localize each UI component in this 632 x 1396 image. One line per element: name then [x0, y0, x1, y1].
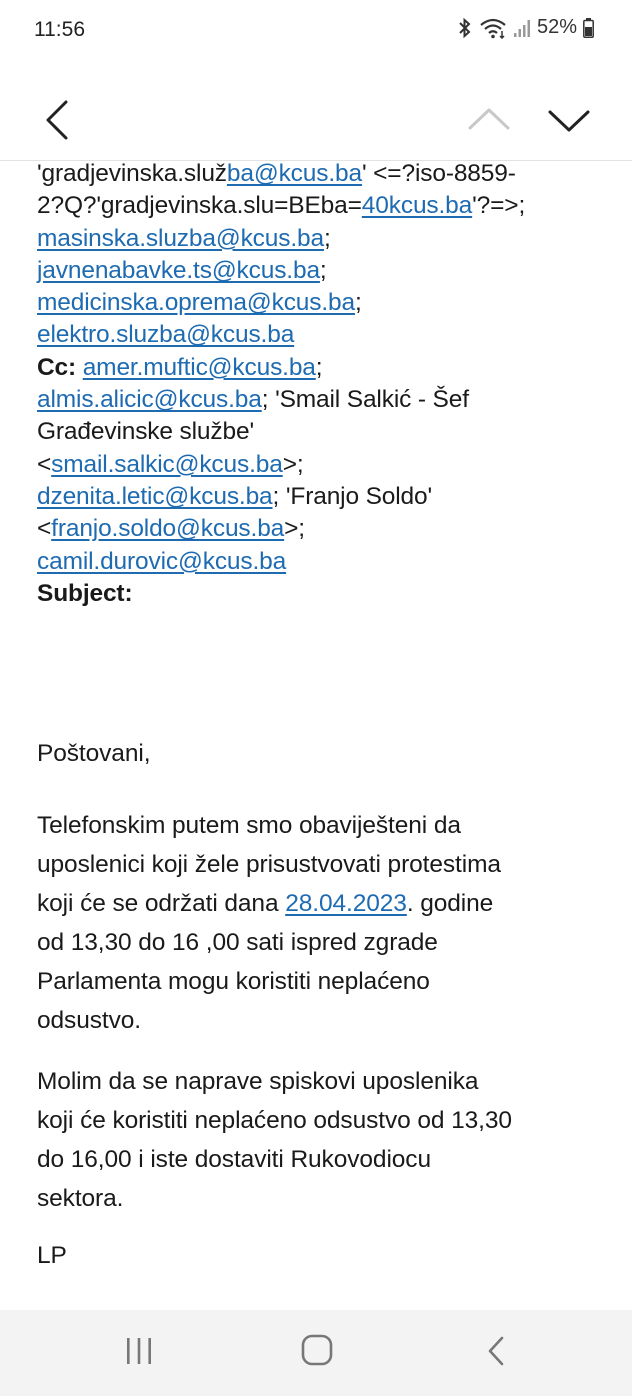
- cc-line: [37, 481, 607, 513]
- greeting: Poštovani,: [37, 740, 151, 767]
- email-link[interactable]: almis.alicic@kcus.ba: [37, 386, 262, 414]
- separator: ;: [323, 224, 331, 252]
- bluetooth-icon: [457, 17, 473, 39]
- email-content: [0, 158, 632, 1278]
- separator: <: [37, 515, 52, 543]
- email-link[interactable]: amer.muftic@kcus.ba: [82, 353, 316, 381]
- home-icon[interactable]: [299, 1332, 335, 1373]
- battery-percent: 52%: [536, 16, 577, 38]
- status-bar: [0, 0, 632, 62]
- subject-line: [37, 578, 607, 610]
- body-line: odsustvo.: [37, 1007, 141, 1034]
- body-text: . godine: [406, 890, 494, 917]
- cc-name: ; 'Franjo Soldo': [272, 482, 433, 510]
- cc-line: [37, 416, 607, 448]
- paragraph-1: [37, 806, 607, 1040]
- email-link[interactable]: ba@kcus.ba: [226, 160, 362, 187]
- to-text: '?=>;: [472, 192, 526, 220]
- cc-line: [37, 513, 607, 545]
- email-link[interactable]: 40kcus.ba: [361, 192, 473, 220]
- email-link[interactable]: franjo.soldo@kcus.ba: [51, 515, 285, 543]
- email-link[interactable]: camil.durovic@kcus.ba: [37, 547, 287, 575]
- separator: ;: [354, 289, 362, 317]
- email-header: [37, 158, 607, 610]
- to-line: [37, 319, 607, 351]
- date-link[interactable]: 28.04.2023: [285, 890, 407, 917]
- body-line: do 16,00 i iste dostaviti Rukovodiocu: [37, 1146, 431, 1173]
- subject-label: Subject:: [37, 579, 133, 607]
- body-line: od 13,30 do 16 ,00 sati ispred zgrade: [37, 929, 438, 956]
- email-link[interactable]: medicinska.oprema@kcus.ba: [37, 289, 355, 317]
- email-link[interactable]: smail.salkic@kcus.ba: [51, 450, 283, 478]
- email-link[interactable]: javnenabavke.ts@kcus.ba: [37, 256, 320, 284]
- to-text: 'gradjevinska.služ: [37, 160, 227, 187]
- previous-email-icon[interactable]: [466, 104, 512, 134]
- signoff: LP: [37, 1242, 67, 1269]
- to-line: [37, 223, 607, 255]
- email-link[interactable]: dzenita.letic@kcus.ba: [37, 482, 273, 510]
- to-text: 2?Q?'gradjevinska.slu=BEba=: [37, 192, 362, 220]
- to-line: [37, 255, 607, 287]
- to-line: [37, 190, 607, 222]
- separator: <: [37, 450, 52, 478]
- cc-line: [37, 449, 607, 481]
- to-line: [37, 158, 607, 190]
- email-link[interactable]: masinska.sluzba@kcus.ba: [37, 224, 324, 252]
- separator: ;: [315, 353, 323, 381]
- next-email-icon[interactable]: [546, 106, 592, 136]
- to-text: ' <=?iso-8859-: [361, 160, 516, 187]
- navigation-bar: [0, 1310, 632, 1396]
- cc-line: [37, 352, 607, 384]
- paragraph-2: [37, 1062, 607, 1218]
- body-line: Parlamenta mogu koristiti neplaćeno: [37, 968, 430, 995]
- recent-apps-icon[interactable]: [122, 1334, 156, 1373]
- signal-icon: [513, 18, 531, 38]
- separator: >;: [284, 515, 305, 543]
- cc-name: Građevinske službe': [37, 418, 254, 446]
- email-toolbar: [0, 62, 632, 161]
- to-line: [37, 287, 607, 319]
- body-line: Molim da se naprave spiskovi uposlenika: [37, 1068, 479, 1095]
- body-line: [37, 884, 607, 923]
- cc-label: Cc:: [37, 353, 77, 381]
- cc-name: ; 'Smail Salkić - Šef: [261, 386, 469, 414]
- body-line: koji će koristiti neplaćeno odsustvo od 13,30: [37, 1107, 512, 1134]
- cc-line: [37, 546, 607, 578]
- back-icon[interactable]: [484, 1334, 510, 1373]
- cc-line: [37, 384, 607, 416]
- separator: ;: [319, 256, 327, 284]
- body-line: Telefonskim putem smo obaviješteni da: [37, 812, 461, 839]
- email-link[interactable]: elektro.sluzba@kcus.ba: [37, 321, 295, 349]
- body-text: koji će se održati dana: [37, 890, 286, 917]
- back-arrow-icon[interactable]: [40, 98, 76, 142]
- battery-icon: [583, 18, 594, 38]
- separator: >;: [282, 450, 304, 478]
- body-line: sektora.: [37, 1185, 124, 1212]
- wifi-icon: [479, 17, 507, 39]
- body-line: uposlenici koji žele prisustvovati protestima: [37, 851, 501, 878]
- status-icons: [457, 16, 594, 39]
- status-time: 11:56: [34, 18, 85, 41]
